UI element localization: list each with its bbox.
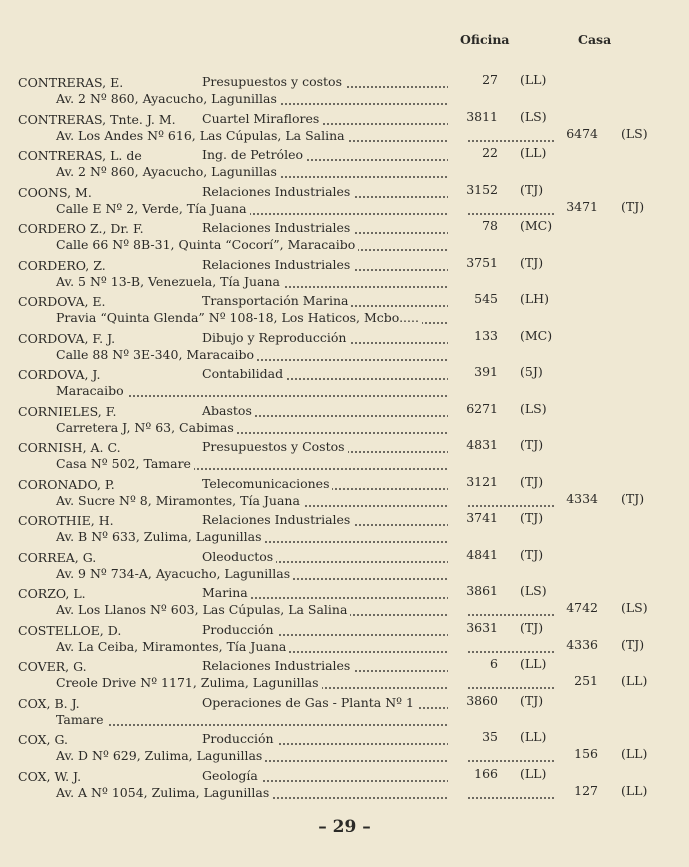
entry-address-leader — [56, 347, 448, 363]
entry-office-code: (MC) — [520, 218, 553, 233]
entry-office-code: (TJ) — [520, 254, 544, 270]
entry-home-code: (TJ) — [621, 490, 645, 506]
entry-home-code: (LL) — [621, 673, 648, 688]
entry-address: Calle 66 Nº 8B-31, Quinta “Cocorí”, Maracaibo — [56, 237, 358, 252]
entry-home-number: 4334 — [566, 490, 598, 506]
entry-address-leader — [56, 274, 448, 290]
entry-department: Relaciones Industriales — [202, 658, 353, 673]
entry-office-code: (TJ) — [520, 437, 544, 452]
entry-office-code: (TJ) — [520, 181, 544, 197]
directory-entry — [0, 254, 689, 293]
entry-office-code: (5J) — [520, 364, 543, 379]
entry-name: CORNISH, A. C. — [18, 440, 121, 455]
entry-department: Relaciones Industriales — [202, 184, 353, 199]
entry-office-number: 3631 — [466, 619, 498, 635]
entry-address: Calle 88 Nº 3E-340, Maracaibo — [56, 347, 257, 362]
entry-office-code: (LS) — [520, 400, 547, 416]
entry-address: Creole Drive Nº 1171, Zulima, Lagunillas — [56, 675, 322, 690]
header-office: Oficina — [460, 32, 510, 47]
entry-name: CORDOVA, F. J. — [18, 330, 116, 346]
entry-name: CORDERO Z., Dr. F. — [18, 221, 144, 236]
entry-office-number: 4831 — [466, 437, 498, 452]
directory-entry — [0, 181, 689, 220]
entry-office-number: 27 — [482, 72, 498, 87]
entry-department: Oleoductos — [202, 549, 276, 564]
entry-department: Marina — [202, 585, 251, 600]
entry-department-leader — [202, 74, 448, 90]
entry-name: COONS, M. — [18, 184, 92, 200]
entry-address: Av. Los Llanos Nº 603, Las Cúpulas, La Salina — [56, 602, 350, 617]
entry-address-leader — [56, 237, 448, 253]
entry-home-code: (LS) — [621, 600, 648, 615]
entry-address: Av. A Nº 1054, Zulima, Lagunillas — [56, 785, 272, 800]
entry-home-number: 4336 — [566, 636, 598, 652]
entry-office-code: (TJ) — [520, 692, 544, 708]
directory-entry — [0, 658, 689, 694]
entry-address: Calle E Nº 2, Verde, Tía Juana — [56, 201, 250, 216]
entry-office-code: (LL) — [520, 145, 547, 160]
directory-entry — [0, 512, 689, 548]
directory-entry — [0, 293, 689, 329]
entry-office-code: (LL) — [520, 765, 547, 781]
entry-address-leader — [56, 201, 448, 217]
entry-address-leader — [56, 566, 448, 582]
entry-address-leader — [56, 675, 448, 691]
entry-department-leader — [202, 476, 448, 492]
entry-address: Carretera J, Nº 63, Cabimas — [56, 420, 237, 435]
entry-home-code: (LL) — [621, 782, 648, 798]
entry-home-number: 127 — [574, 782, 598, 798]
entry-address-leader — [56, 748, 448, 764]
entry-home-code: (TJ) — [621, 636, 645, 652]
entry-name: CORZO, L. — [18, 586, 86, 601]
entry-department: Dibujo y Reproducción — [202, 330, 349, 345]
entry-address-leader — [56, 639, 448, 655]
home-leader — [467, 675, 554, 691]
entry-name: CORNIELES, F. — [18, 403, 117, 419]
directory-entry — [0, 400, 689, 439]
entry-address-leader — [56, 602, 448, 618]
directory-entry — [0, 692, 689, 731]
entry-office-code: (LS) — [520, 583, 547, 598]
entry-address: Av. Sucre Nº 8, Miramontes, Tía Juana — [56, 493, 303, 508]
entry-department-leader — [202, 403, 448, 419]
entry-home-code: (LS) — [621, 125, 648, 141]
home-leader — [467, 602, 554, 618]
entry-address-leader — [56, 529, 448, 545]
entry-home-code: (TJ) — [621, 198, 645, 214]
entry-department-leader — [202, 439, 448, 455]
entry-office-code: (LH) — [520, 291, 549, 306]
directory-entry — [0, 147, 689, 183]
entry-name: COX, W. J. — [18, 768, 82, 784]
entry-name: CORONADO, P. — [18, 476, 115, 492]
entry-department-leader — [202, 731, 448, 747]
entry-office-code: (MC) — [520, 327, 553, 343]
home-leader — [467, 493, 554, 509]
entry-address: Av. Los Andes Nº 616, Las Cúpulas, La Salina — [56, 128, 348, 143]
directory-entry — [0, 731, 689, 767]
entry-name: CORREA, G. — [18, 549, 97, 565]
entry-name: COX, G. — [18, 732, 68, 747]
directory-entry — [0, 619, 689, 658]
entry-name: CORDERO, Z. — [18, 257, 106, 273]
entry-address: Av. 9 Nº 734-A, Ayacucho, Lagunillas — [56, 566, 293, 581]
home-leader — [467, 785, 554, 801]
directory-entry — [0, 439, 689, 475]
entry-office-number: 3121 — [466, 473, 498, 489]
entry-department-leader — [202, 658, 448, 674]
entry-address-leader — [56, 91, 448, 107]
entry-office-number: 133 — [474, 327, 498, 343]
entry-address: Av. La Ceiba, Miramontes, Tía Juana — [56, 639, 289, 654]
page-number: – 29 – — [318, 817, 371, 837]
entry-office-number: 391 — [474, 364, 498, 379]
entry-department-leader — [202, 220, 448, 236]
entry-department: Cuartel Miraflores — [202, 111, 322, 126]
entry-department-leader — [202, 293, 448, 309]
entry-department-leader — [202, 622, 448, 638]
entry-office-number: 3741 — [466, 510, 498, 525]
entry-office-number: 3152 — [466, 181, 498, 197]
entry-department-leader — [202, 366, 448, 382]
entry-department-leader — [202, 695, 448, 711]
entry-department-leader — [202, 184, 448, 200]
directory-entry — [0, 765, 689, 804]
entry-department-leader — [202, 111, 448, 127]
entry-address: Av. 2 Nº 860, Ayacucho, Lagunillas — [56, 164, 280, 179]
entry-department: Relaciones Industriales — [202, 257, 353, 272]
entry-department-leader — [202, 585, 448, 601]
entry-office-number: 3861 — [466, 583, 498, 598]
directory-entry — [0, 327, 689, 366]
entry-address: Av. D Nº 629, Zulima, Lagunillas — [56, 748, 265, 763]
entry-home-number: 251 — [574, 673, 598, 688]
entry-department: Contabilidad — [202, 366, 286, 381]
entry-office-number: 166 — [474, 765, 498, 781]
entry-office-code: (TJ) — [520, 510, 544, 525]
entry-office-number: 22 — [482, 145, 498, 160]
entry-address: Av. 5 Nº 13-B, Venezuela, Tía Juana — [56, 274, 283, 289]
entry-address-leader — [56, 712, 448, 728]
entry-department: Telecomunicaciones — [202, 476, 332, 491]
entry-department: Ing. de Petróleo — [202, 147, 306, 162]
entry-address-leader — [56, 493, 448, 509]
entry-address: Av. B Nº 633, Zulima, Lagunillas — [56, 529, 265, 544]
entry-home-number: 3471 — [566, 198, 598, 214]
entry-department: Relaciones Industriales — [202, 512, 353, 527]
entry-office-code: (LL) — [520, 72, 547, 87]
entry-address: Tamare — [56, 712, 107, 727]
directory-entry — [0, 585, 689, 621]
entry-office-number: 545 — [474, 291, 498, 306]
entry-address: Av. 2 Nº 860, Ayacucho, Lagunillas — [56, 91, 280, 106]
entry-name: CONTRERAS, Tnte. J. M. — [18, 111, 176, 127]
entry-department-leader — [202, 257, 448, 273]
entry-address-leader — [56, 310, 448, 326]
entry-address-leader — [56, 420, 448, 436]
directory-entry — [0, 473, 689, 512]
entry-department: Producción — [202, 622, 277, 637]
entry-home-number: 156 — [574, 746, 598, 761]
entry-name: CORDOVA, J. — [18, 367, 101, 382]
entry-office-number: 6 — [490, 656, 498, 671]
entry-department: Relaciones Industriales — [202, 220, 353, 235]
directory-entry — [0, 108, 689, 147]
entry-name: COSTELLOE, D. — [18, 622, 122, 638]
directory-entry — [0, 220, 689, 256]
entry-name: COROTHIE, H. — [18, 513, 114, 528]
entry-address: Maracaibo — [56, 383, 127, 398]
entry-department-leader — [202, 330, 448, 346]
entry-department: Abastos — [202, 403, 255, 418]
entry-office-number: 3751 — [466, 254, 498, 270]
entry-address-leader — [56, 456, 448, 472]
entry-department: Presupuestos y costos — [202, 74, 345, 89]
entry-office-number: 6271 — [466, 400, 498, 416]
home-leader — [467, 201, 554, 217]
home-leader — [467, 639, 554, 655]
entry-office-number: 35 — [482, 729, 498, 744]
entry-address-leader — [56, 128, 448, 144]
entry-department: Operaciones de Gas - Planta Nº 1 — [202, 695, 417, 710]
entry-address: Pravia “Quinta Glenda” Nº 108-18, Los Haticos, Mcbo..... — [56, 310, 422, 325]
entry-office-number: 78 — [482, 218, 498, 233]
entry-address-leader — [56, 164, 448, 180]
home-leader — [467, 748, 554, 764]
entry-department-leader — [202, 147, 448, 163]
entry-office-number: 3811 — [466, 108, 498, 124]
entry-office-code: (LL) — [520, 729, 547, 744]
entry-home-number: 4742 — [566, 600, 598, 615]
entry-name: CONTRERAS, L. de — [18, 148, 142, 163]
entry-office-code: (TJ) — [520, 619, 544, 635]
entry-department: Geología — [202, 768, 261, 783]
entry-office-code: (TJ) — [520, 546, 544, 562]
entry-address-leader — [56, 785, 448, 801]
header-home: Casa — [578, 32, 612, 47]
directory-entry — [0, 74, 689, 110]
entry-name: CONTRERAS, E. — [18, 75, 124, 90]
entry-department-leader — [202, 512, 448, 528]
entry-department: Transportación Marina — [202, 293, 351, 308]
entry-address: Casa Nº 502, Tamare — [56, 456, 194, 471]
entry-home-code: (LL) — [621, 746, 648, 761]
entry-department: Presupuestos y Costos — [202, 439, 348, 454]
entry-office-code: (LL) — [520, 656, 547, 671]
entry-office-number: 3860 — [466, 692, 498, 708]
entry-name: COVER, G. — [18, 659, 87, 674]
entry-name: CORDOVA, E. — [18, 294, 106, 309]
directory-entry — [0, 366, 689, 402]
directory-entry — [0, 546, 689, 585]
entry-name: COX, B. J. — [18, 695, 80, 711]
entry-office-number: 4841 — [466, 546, 498, 562]
entry-department: Producción — [202, 731, 277, 746]
entry-office-code: (TJ) — [520, 473, 544, 489]
entry-department-leader — [202, 768, 448, 784]
entry-home-number: 6474 — [566, 125, 598, 141]
entry-department-leader — [202, 549, 448, 565]
home-leader — [467, 128, 554, 144]
entry-office-code: (LS) — [520, 108, 547, 124]
entry-address-leader — [56, 383, 448, 399]
